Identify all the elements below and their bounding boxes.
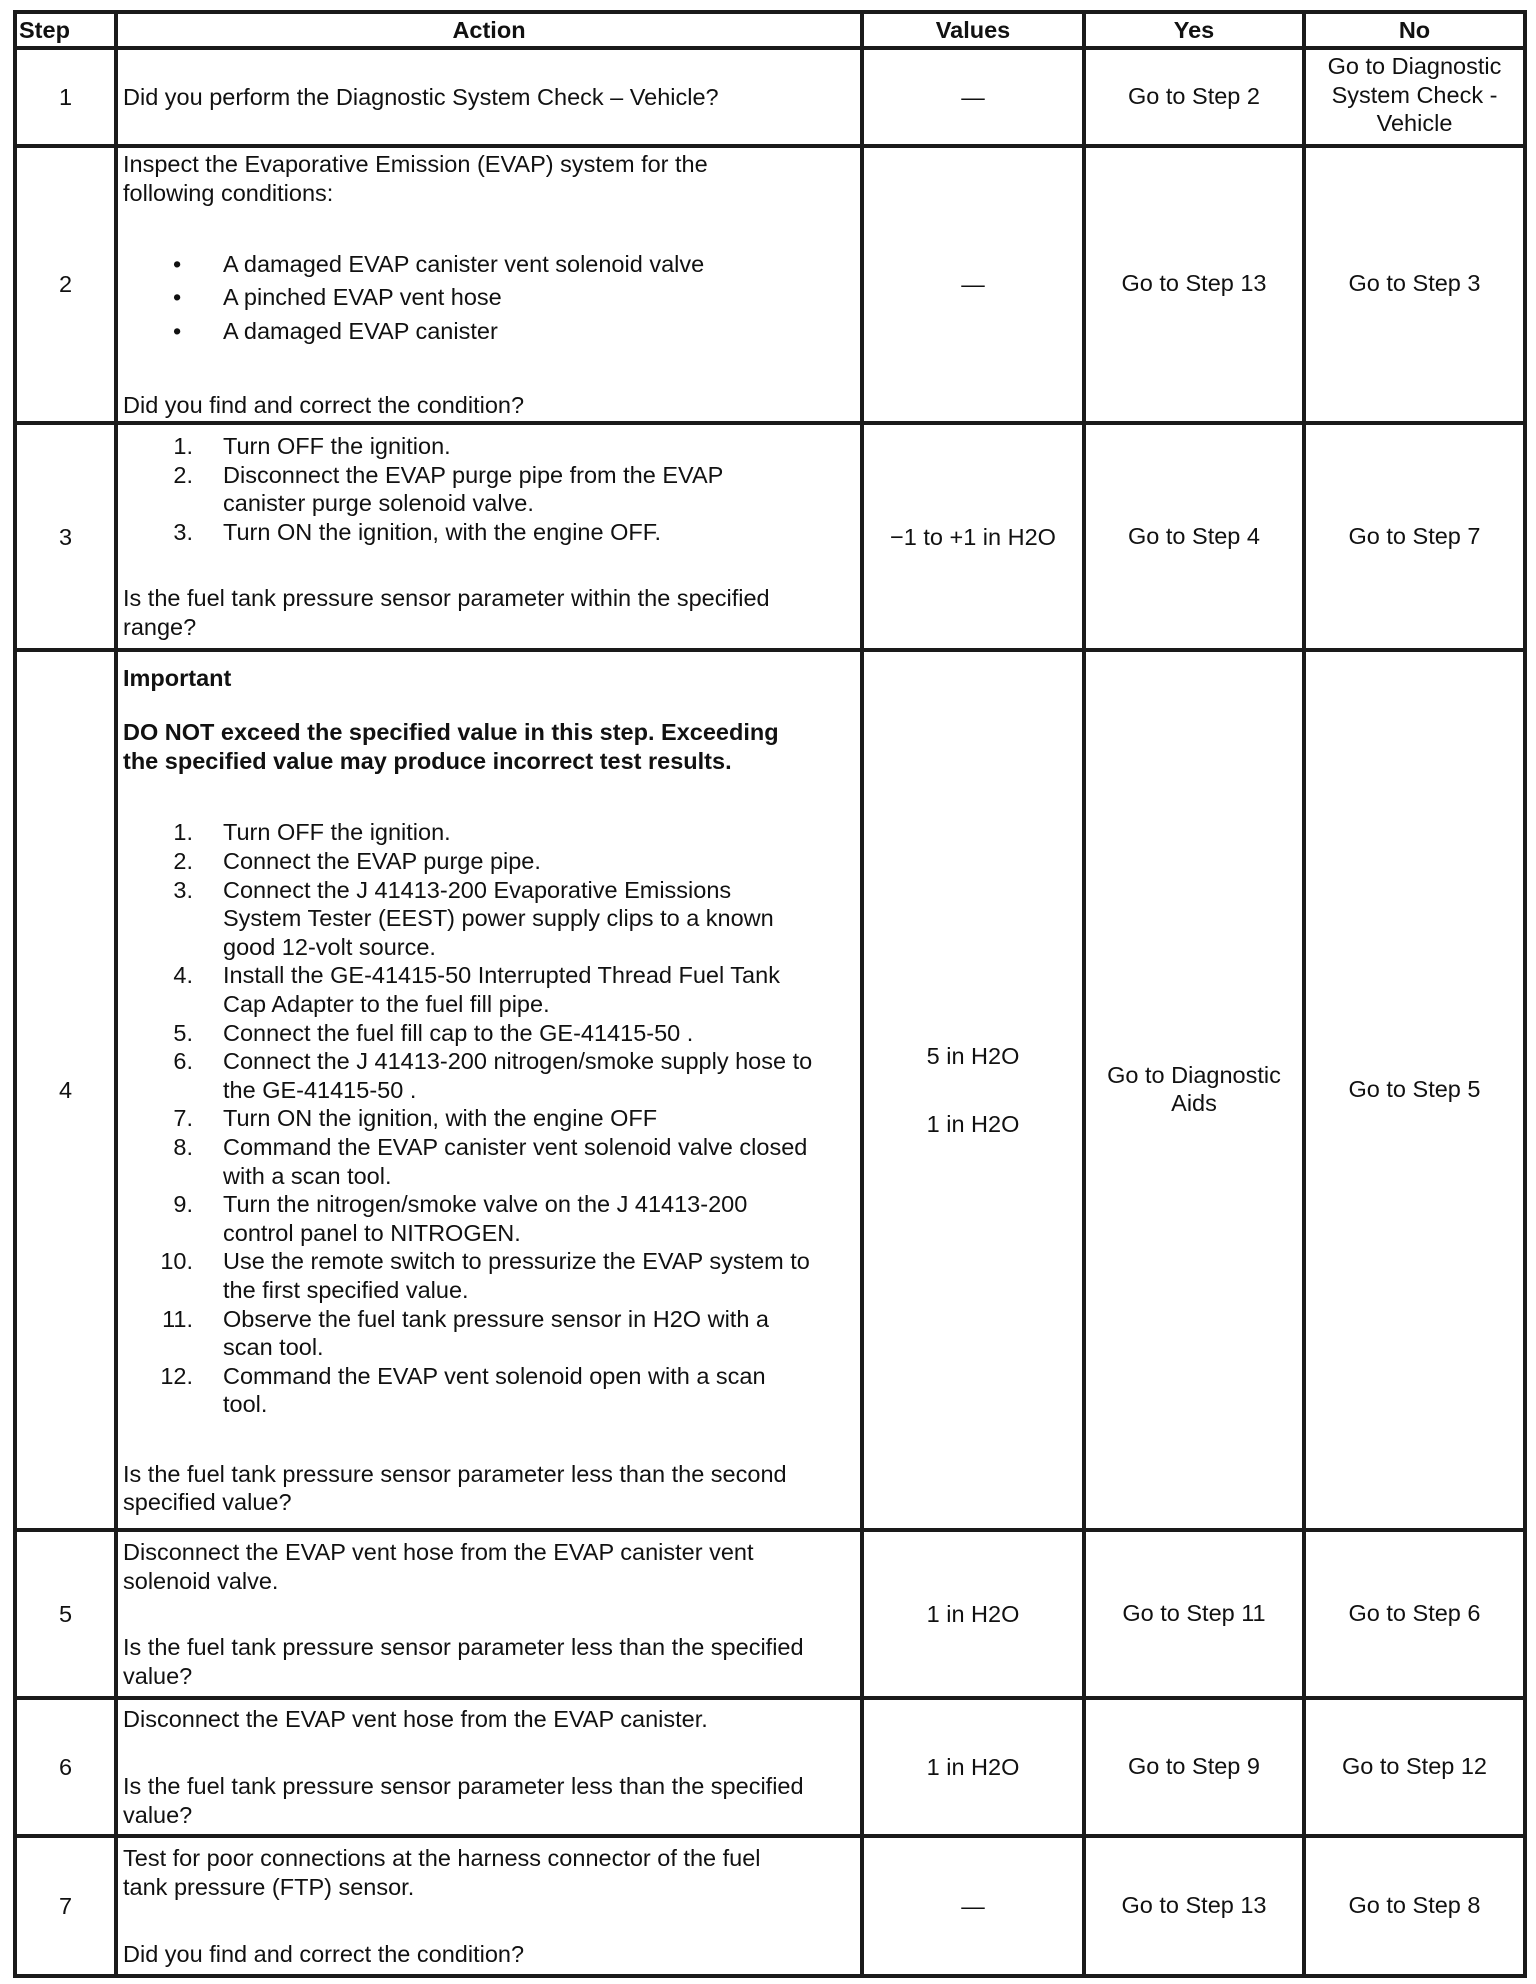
list-item: 6. Connect the J 41413-200 nitrogen/smoke supply hose to the GE-41415-50 .: [173, 1048, 813, 1103]
action-question: Is the fuel tank pressure sensor parameter within the specified: [123, 585, 770, 612]
no-cell: Go to Step 8: [1304, 1836, 1525, 1976]
important-text: the specified value may produce incorrect test results.: [123, 747, 732, 774]
action-question: value?: [123, 1662, 193, 1689]
action-question: Did you find and correct the condition?: [123, 1940, 525, 1967]
header-no: No: [1304, 12, 1525, 48]
list-item: 12. Command the EVAP vent solenoid open with a scan tool.: [160, 1362, 766, 1418]
values-cell: [862, 650, 1084, 1530]
no-cell: Go to Step 6: [1304, 1530, 1525, 1698]
no-cell: Go to Step 3: [1304, 146, 1525, 423]
step-number: 5: [15, 1530, 116, 1698]
list-item: 3. Connect the J 41413-200 Evaporative Emissions System Tester (EEST) power supply clips to a known good 12-volt source.: [173, 876, 774, 960]
table-row: [15, 650, 1525, 1530]
diagnostic-table: [13, 10, 1527, 1978]
value-second: 1 in H2O: [926, 1111, 1020, 1138]
procedure-list: [123, 818, 856, 1418]
values-cell: −1 to +1 in H2O: [862, 423, 1084, 650]
list-item: 10. Use the remote switch to pressurize the EVAP system to the first specified value.: [160, 1248, 810, 1303]
step-number: 7: [15, 1836, 116, 1976]
values-cell: —: [862, 146, 1084, 423]
yes-cell: Go to Step 4: [1084, 423, 1304, 650]
no-cell: [1304, 48, 1525, 146]
no-line: Go to Diagnostic: [1327, 53, 1502, 79]
action-cell: [116, 146, 862, 423]
list-item: 5. Connect the fuel fill cap to the GE-41415-50 .: [173, 1019, 694, 1046]
table-row: [15, 146, 1525, 423]
yes-line: Go to Diagnostic: [1107, 1061, 1281, 1088]
yes-cell: Go to Step 9: [1084, 1698, 1304, 1836]
no-cell: Go to Step 12: [1304, 1698, 1525, 1836]
table-row: [15, 48, 1525, 146]
action-question: range?: [123, 614, 197, 641]
no-line: System Check -: [1331, 81, 1498, 108]
condition-list: [123, 250, 856, 345]
no-line: Vehicle: [1376, 110, 1453, 137]
action-cell: [116, 48, 862, 146]
list-item: 2. Connect the EVAP purge pipe.: [173, 848, 541, 874]
step-number: 3: [15, 423, 116, 650]
action-question: Is the fuel tank pressure sensor parameter less than the specified: [123, 1634, 804, 1661]
list-item: 9. Turn the nitrogen/smoke valve on the J 41413-200 control panel to NITROGEN.: [173, 1191, 748, 1246]
action-intro-line: tank pressure (FTP) sensor.: [123, 1874, 415, 1901]
header-yes: Yes: [1084, 12, 1304, 48]
list-item: 7. Turn ON the ignition, with the engine OFF: [173, 1105, 658, 1132]
list-item: 8. Command the EVAP canister vent solenoid valve closed with a scan tool.: [173, 1133, 808, 1189]
action-intro-line: Test for poor connections at the harness connector of the fuel: [123, 1845, 761, 1872]
step-number: 6: [15, 1698, 116, 1836]
action-cell: [116, 1530, 862, 1698]
action-question: Did you perform the Diagnostic System Check – Vehicle?: [123, 83, 719, 110]
header-step: Step: [15, 12, 116, 48]
table-row: [15, 1530, 1525, 1698]
yes-cell: [1084, 650, 1304, 1530]
values-cell: 1 in H2O: [862, 1530, 1084, 1698]
no-cell: Go to Step 5: [1304, 650, 1525, 1530]
value-first: 5 in H2O: [926, 1042, 1020, 1069]
action-cell: [116, 1836, 862, 1976]
list-item: • A damaged EVAP canister: [123, 317, 856, 346]
values-cell: 1 in H2O: [862, 1698, 1084, 1836]
step-number: 4: [15, 650, 116, 1530]
list-item: 1. Turn OFF the ignition.: [173, 819, 451, 846]
action-intro-line: following conditions:: [123, 179, 334, 206]
header-row: [15, 12, 1525, 48]
yes-cell: Go to Step 11: [1084, 1530, 1304, 1698]
important-text: DO NOT exceed the specified value in this step. Exceeding: [123, 719, 779, 746]
action-intro-line: solenoid valve.: [123, 1567, 279, 1594]
yes-cell: Go to Step 13: [1084, 1836, 1304, 1976]
action-question: specified value?: [123, 1489, 292, 1516]
action-question: Did you find and correct the condition?: [123, 391, 525, 418]
action-question: Is the fuel tank pressure sensor parameter less than the specified: [123, 1773, 804, 1800]
list-item: 11. Observe the fuel tank pressure sensor in H2O with a scan tool.: [162, 1305, 769, 1361]
header-action: Action: [116, 12, 862, 48]
action-question: value?: [123, 1801, 193, 1828]
list-item: 3. Turn ON the ignition, with the engine OFF.: [173, 518, 662, 545]
step-number: 1: [15, 48, 116, 146]
values-cell: —: [862, 1836, 1084, 1976]
yes-line: Aids: [1171, 1090, 1217, 1117]
no-cell: Go to Step 7: [1304, 423, 1525, 650]
table-row: [15, 1836, 1525, 1976]
action-question: Is the fuel tank pressure sensor parameter less than the second: [123, 1460, 787, 1487]
list-item: 4. Install the GE-41415-50 Interrupted Thread Fuel Tank Cap Adapter to the fuel fill pipe.: [173, 962, 780, 1017]
header-values: Values: [862, 12, 1084, 48]
list-item: • A pinched EVAP vent hose: [123, 283, 856, 312]
important-title: Important: [123, 664, 232, 691]
action-intro-line: Disconnect the EVAP vent hose from the EVAP canister.: [123, 1706, 708, 1733]
table-row: [15, 423, 1525, 650]
yes-cell: Go to Step 13: [1084, 146, 1304, 423]
list-item: 1. Turn OFF the ignition.: [173, 433, 451, 460]
yes-cell: Go to Step 2: [1084, 48, 1304, 146]
table-row: [15, 1698, 1525, 1836]
step-number: 2: [15, 146, 116, 423]
action-intro-line: Disconnect the EVAP vent hose from the EVAP canister vent: [123, 1539, 754, 1566]
procedure-list: [123, 432, 856, 546]
list-item: 2. Disconnect the EVAP purge pipe from the EVAP canister purge solenoid valve.: [173, 461, 724, 517]
values-cell: —: [862, 48, 1084, 146]
action-intro-line: Inspect the Evaporative Emission (EVAP) system for the: [123, 151, 708, 177]
action-cell: [116, 650, 862, 1530]
action-cell: [116, 1698, 862, 1836]
list-item: • A damaged EVAP canister vent solenoid valve: [123, 250, 856, 279]
action-cell: [116, 423, 862, 650]
